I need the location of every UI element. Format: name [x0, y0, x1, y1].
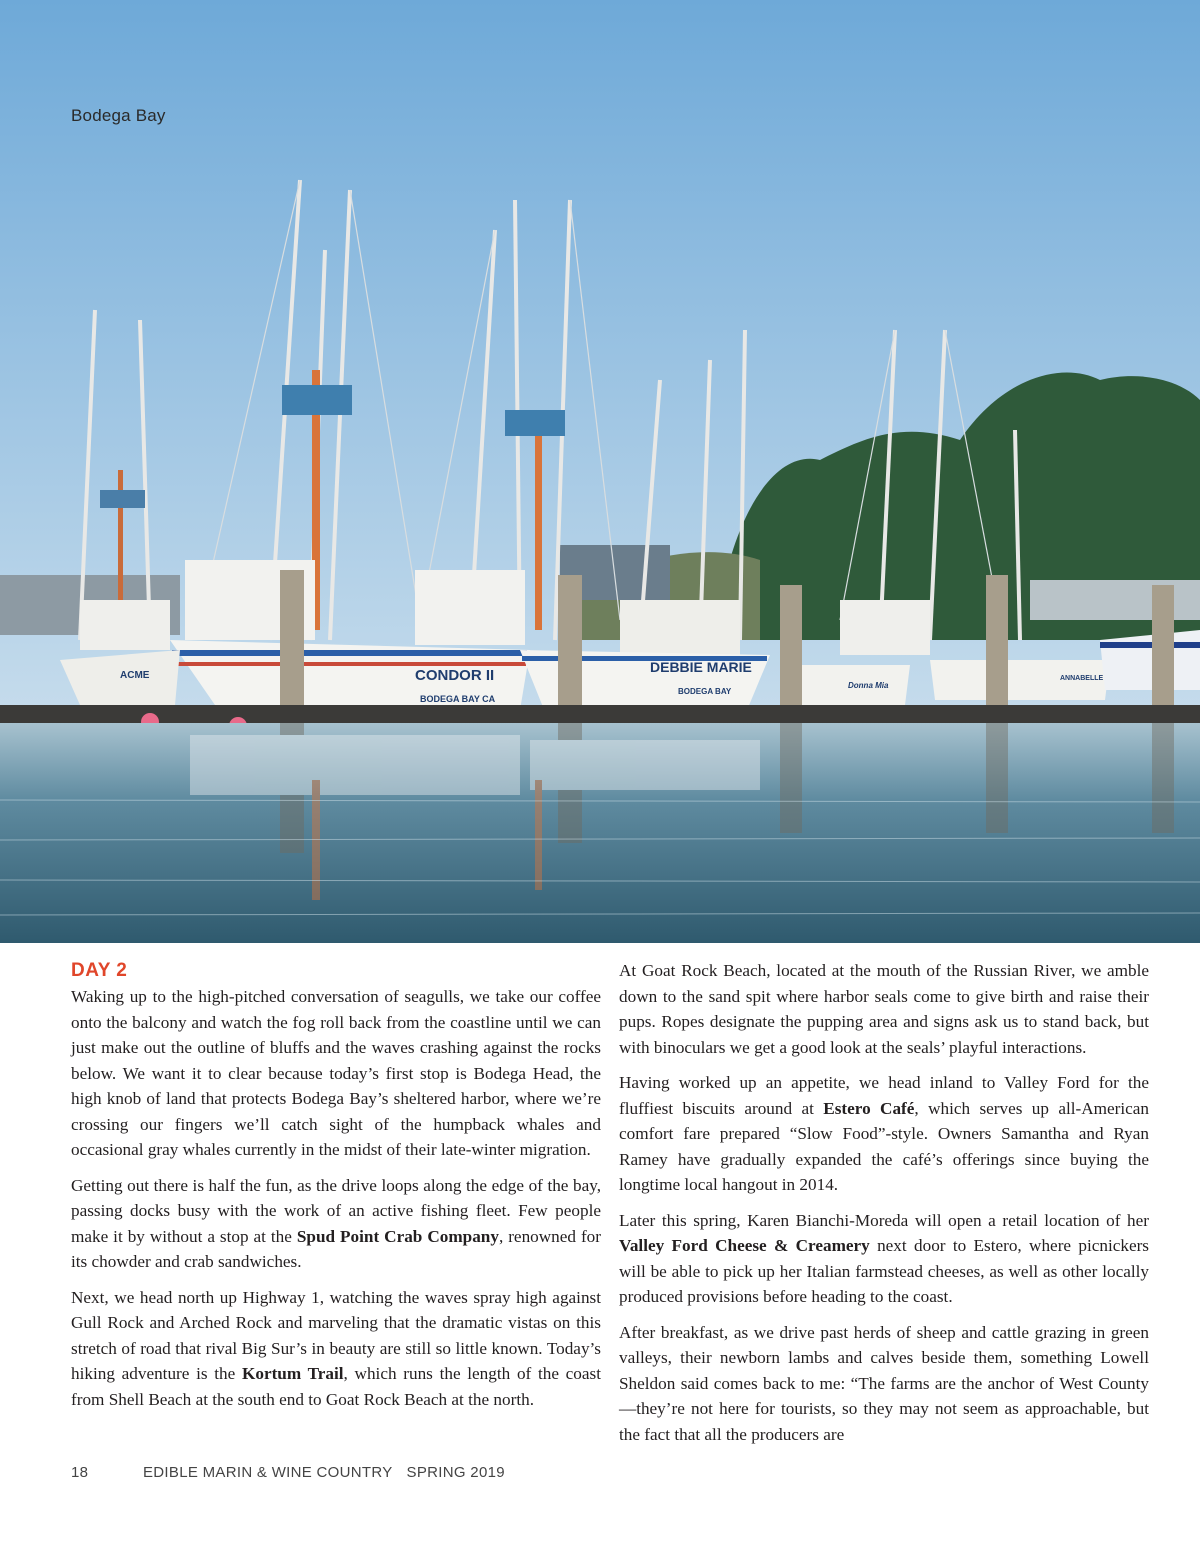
page-footer [71, 1464, 505, 1481]
paragraph-text: Having worked up an appetite, we head inland to Valley Ford for the fluffiest biscuits around at [619, 1073, 1149, 1118]
boat-port-debbie: BODEGA BAY [678, 687, 732, 696]
section-heading: DAY 2 [71, 960, 128, 981]
article-column-left [71, 958, 601, 1422]
right-paragraph [619, 1320, 1149, 1448]
right-paragraph [619, 1070, 1149, 1198]
houses [1030, 580, 1200, 620]
photo-caption: Bodega Bay [71, 106, 166, 125]
issue-date: SPRING 2019 [406, 1464, 505, 1481]
boat-port-condor: BODEGA BAY CA [420, 694, 496, 704]
page-number: 18 [71, 1464, 89, 1481]
paragraph-text: Waking up to the high-pitched conversation of seagulls, we take our coffee onto the balcony and watch the fog roll back from the coastline until we can just make out the outline of bluffs and the waves crashing against the rocks below. We want it to clear because today’s first stop is Bodega Head, the high knob of land that protects Bodega Bay’s sheltered harbor, where we’re crossing our fingers we’ll catch sight of the humpback whales and occasional gray whales currently in the midst of their late-winter migration. [71, 987, 601, 1159]
business-name: Valley Ford Cheese & Creamery [619, 1236, 870, 1255]
publication-name: EDIBLE MARIN & WINE COUNTRY [143, 1464, 393, 1481]
hull-stripe [1100, 642, 1200, 648]
paragraph-text: next door to Estero, where picnickers will be able to pick up her Italian farmstead cheeses, as well as other locally produced provisions before heading to the coast. [619, 1236, 1149, 1306]
right-paragraph [619, 958, 1149, 1060]
mast-board [505, 410, 565, 436]
mast-board [100, 490, 145, 508]
boat-name-acme: ACME [120, 670, 150, 681]
boat-name-donna: Donna Mia [848, 681, 889, 690]
paragraph-text: After breakfast, as we drive past herds of sheep and cattle grazing in green valleys, their newborn lambs and calves beside them, something Lowell Sheldon said comes back to me: “The farms are the anchor of West County—they’re not here for tourists, so they may not seem as approachable, but the fact that all the producers are [619, 1322, 1149, 1444]
orange-mast [535, 420, 542, 630]
paragraph-text: Later this spring, Karen Bianchi-Moreda will open a retail location of her [619, 1210, 1149, 1230]
paragraph-text: At Goat Rock Beach, located at the mouth of the Russian River, we amble down to the sand spit where harbor seals come to give birth and raise their pups. Ropes designate the pupping area and signs ask us to stand back, but with binoculars we get a good look at the seals’ playful interactions. [619, 961, 1149, 1057]
mast-board [282, 385, 352, 415]
business-name: Kortum Trail [241, 1364, 344, 1383]
paragraph-text: Getting out there is half the fun, as the drive loops along the edge of the bay, passing docks busy with the work of an active fishing fleet. Few people make it by without a stop at the [71, 1175, 601, 1246]
hull-blue [1100, 630, 1200, 690]
paragraph-text: Next, we head north up Highway 1, watching the waves spray high against Gull Rock and Arched Rock and marveling that the dramatic vistas on this stretch of road that rival Big Sur’s in beauty are still so little known. Today’s hiking adventure is the [71, 1287, 601, 1383]
paragraph-text: , which serves up all-American comfort fare prepared “Slow Food”-style. Owners Samantha and Ryan Ramey have gradually expanded the café’s offerings since buying the longtime local hangout in 2014. [619, 1098, 1150, 1194]
cabin [80, 600, 170, 650]
paragraph-text: , which runs the length of the coast from Shell Beach at the south end to Goat Rock Beach at the north. [71, 1364, 601, 1409]
left-paragraph [71, 1285, 601, 1413]
hull-stripe [172, 650, 527, 656]
business-name: Spud Point Crab Company [296, 1226, 499, 1246]
boat-name-annabelle: ANNABELLE [1060, 675, 1104, 682]
cabin [840, 600, 930, 655]
right-paragraph [619, 1208, 1149, 1310]
cabin [415, 570, 525, 645]
hull-stripe [176, 662, 526, 666]
boat-name-condor: CONDOR II [415, 667, 495, 684]
left-paragraph [71, 984, 601, 1163]
cabin [620, 600, 740, 655]
boat-name-debbie: DEBBIE MARIE [650, 659, 752, 675]
paragraph-text: , renowned for its chowder and crab sandwiches. [71, 1226, 601, 1271]
business-name: Estero Café [823, 1098, 915, 1118]
left-paragraph [71, 1173, 601, 1275]
dock [0, 705, 1200, 723]
article-column-right [619, 958, 1149, 1457]
